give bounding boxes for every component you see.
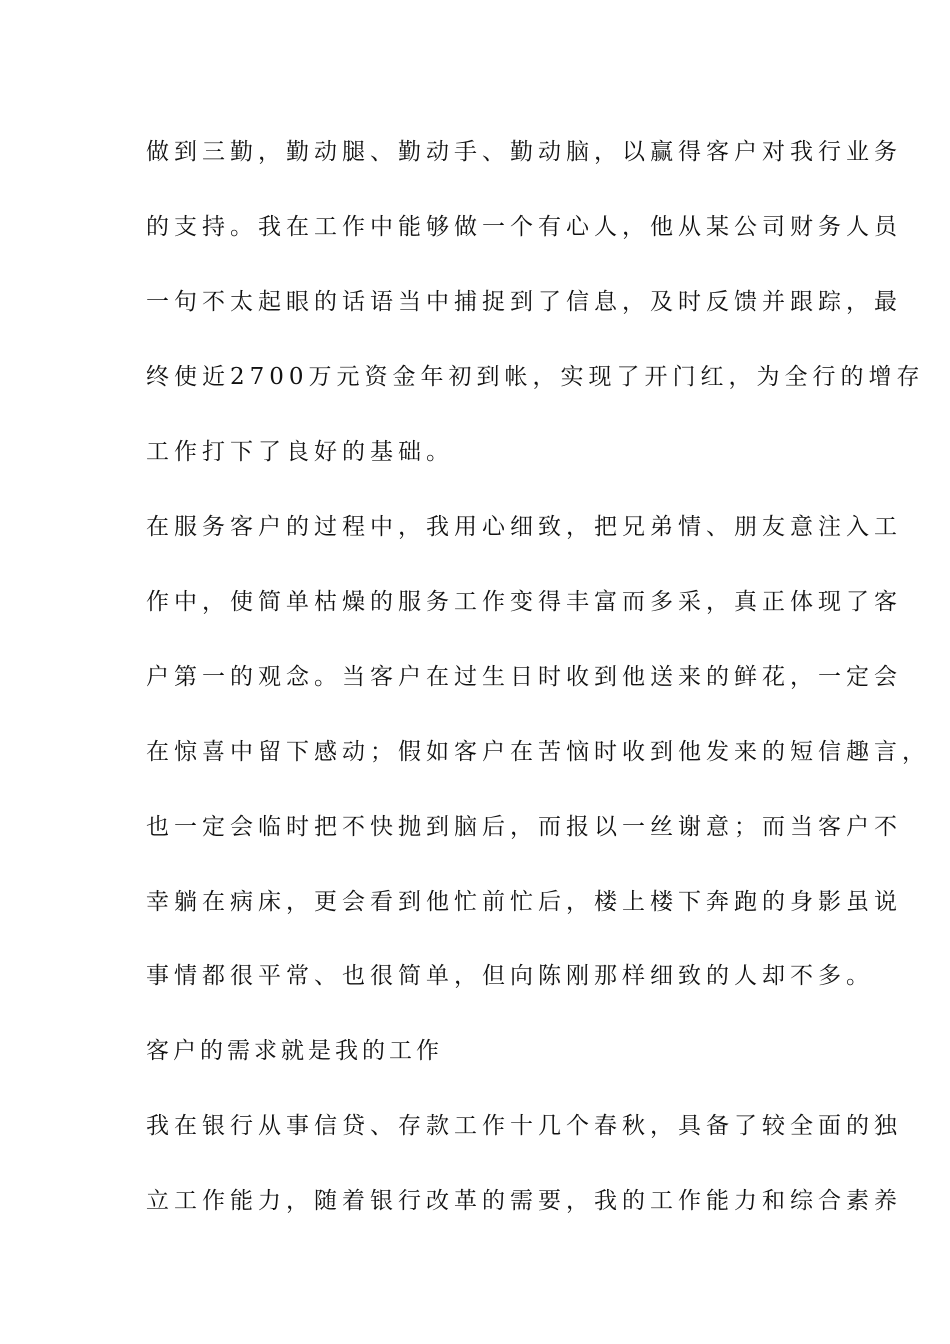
paragraph-line: 做到三勤，勤动腿、勤动手、勤动脑，以赢得客户对我行业务 [146,139,902,165]
paragraph-line: 在服务客户的过程中，我用心细致，把兄弟情、朋友意注入工 [146,514,902,540]
paragraph-line: 工作打下了良好的基础。 [146,439,454,465]
paragraph-line: 的支持。我在工作中能够做一个有心人，他从某公司财务人员 [146,214,902,240]
paragraph-line: 幸躺在病床，更会看到他忙前忙后，楼上楼下奔跑的身影虽说 [146,889,902,915]
paragraph-line: 立工作能力，随着银行改革的需要，我的工作能力和综合素养 [146,1188,902,1214]
paragraph-line: 户第一的观念。当客户在过生日时收到他送来的鲜花，一定会 [146,664,902,690]
paragraph-line: 在惊喜中留下感动；假如客户在苦恼时收到他发来的短信趣言， [146,739,930,765]
paragraph-line: 事情都很平常、也很简单，但向陈刚那样细致的人却不多。 [146,963,874,989]
paragraph-line: 我在银行从事信贷、存款工作十几个春秋，具备了较全面的独 [146,1113,902,1139]
paragraph-line: 一句不太起眼的话语当中捕捉到了信息，及时反馈并跟踪，最 [146,289,902,315]
paragraph-line: 也一定会临时把不快抛到脑后，而报以一丝谢意；而当客户不 [146,814,902,840]
paragraph-line: 作中，使简单枯燥的服务工作变得丰富而多采，真正体现了客 [146,589,902,615]
paragraph-line: 终使近2700万元资金年初到帐，实现了开门红，为全行的增存 [146,364,925,390]
section-heading: 客户的需求就是我的工作 [146,1038,443,1064]
